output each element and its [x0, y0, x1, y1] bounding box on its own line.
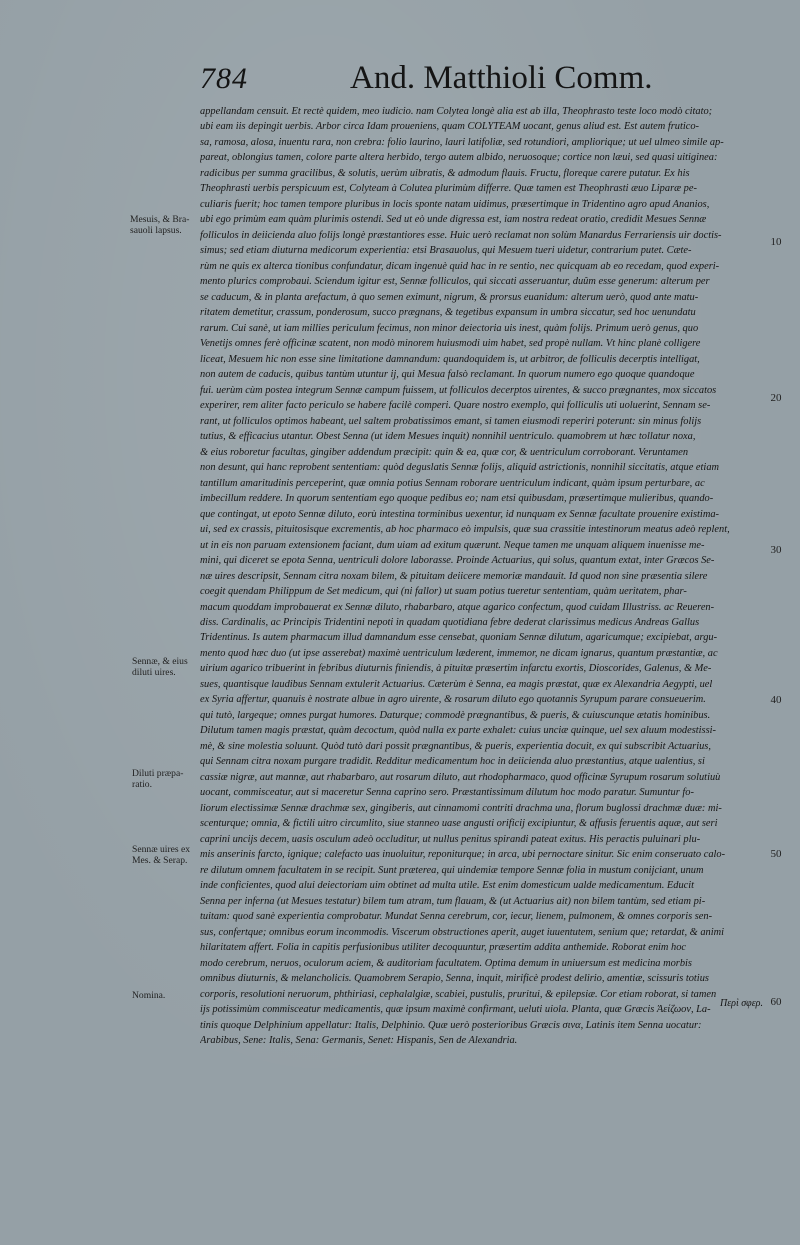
text-line: re dilutum omnem facultatem in se recipit. Sunt præterea, qui uindemiæ tempore Sennæ folia in mustum conijciant, unum	[200, 864, 704, 876]
text-line: ex Syria affertur, quanuis è nostrate albue in agro uirente, & rosarum diluto ego quotannis Syrupum parare consueuerim.	[200, 694, 706, 706]
text-line: rarum. Cui sanè, ut iam millies periculum fecimus, non minor deiectoria uis inest, quàm folijs. Primum uerò genus, quo	[200, 322, 699, 334]
text-line: radicibus per summa gracilibus, & solutis, uerùm uibratis, & admodum flauis. Fructu, floreque carere putatur. Ex his	[200, 167, 690, 179]
text-line: mini, qui diceret se epota Senna, uentriculi dolore laborasse. Proinde Actuarius, qui solus, quantum extat, inter Græcos Se-	[200, 555, 715, 567]
line-number: 60	[770, 996, 782, 1008]
text-line: macum quoddam improbauerat ex Sennæ diluto, rhabarbaro, atque agarico confectum, quod cuidam Illustriss. ac Reueren-	[200, 601, 715, 613]
text-line: & eius roboretur facultas, gingiber addendum præcipit: quin & ea, quæ cor, & uentriculum corroborant. Veruntamen	[200, 446, 689, 458]
text-line: Arabibus, Sene: Italis, Sena: Germanis, Senet: Hispanis, Sen de Alexandria.	[200, 1035, 518, 1047]
text-line: Theophrasti uerbis perspicuum est, Colyteam à Colutea plurimùm differre. Quæ tamen est Theophrasti æuo Liparæ pe-	[200, 183, 697, 195]
marginal-note-text: Sennæ uires ex Mes. & Serap.	[132, 844, 191, 866]
text-line: hilaritatem affert. Folia in capitis perfusionibus utiliter decoquuntur, præsertim addita anthemide. Roborat enim hoc	[200, 942, 687, 954]
text-line: sa, ramosa, alosa, inuentu rara, non crebra: folio laurino, lauri latifoliæ, sed rotundiori, ampliorique; ut uel ulmeo simile ap-	[200, 136, 724, 148]
text-line: Venetijs omnes ferè officinæ scatent, non modò minorem huiusmodi uim habet, sed propè nullam. Vt hinc planè colligere	[200, 338, 701, 350]
text-line: modo cerebrum, neruos, oculorum aciem, & auditoriam facultatem. Optima demum in uniuersum est medicina morbis	[200, 957, 692, 969]
marginal-note	[132, 656, 198, 678]
text-line: liorum electissimæ Sennæ drachmæ sex, gingiberis, aut cinnamomi contriti drachma una, florum buglossi drachmæ duæ: mi-	[200, 802, 722, 814]
text-line: fui. uerùm cùm postea integrum Sennæ campum fuissem, ut folliculos decerptos uirentes, & succo prægnantes, mox siccatos	[200, 384, 717, 396]
marginal-note	[132, 990, 198, 1001]
marginal-note	[132, 768, 198, 790]
text-line: sus, confertque; omnibus eorum incommodis. Viscerum obstructiones aperit, auget iuuentutem, senium que; retardat, & animi	[200, 926, 724, 938]
text-line: ui, sed ex crassis, pituitosisque excrementis, ab hoc pharmaco eò impulsis, quæ sua crassitie intestinorum meatus adeò replent,	[200, 524, 730, 536]
catchword: Περὶ σφερ.	[720, 998, 763, 1009]
running-head: And. Matthioli Comm.	[350, 60, 653, 96]
text-line: sues, quantisque laudibus Sennam extulerit Actuarius. Cæterùm è Senna, ea magis præstat, quæ ex Alexandria Aegypti, uel	[200, 678, 713, 690]
line-number: 10	[770, 236, 782, 248]
line-number: 30	[770, 544, 782, 556]
text-line: experirer, rem aliter facto periculo se habere facilè comperi. Quare nostro exemplo, qui folliculis uti uoluerint, Sennam se-	[200, 400, 711, 412]
text-line: tantillum amaritudinis perceperint, quæ omnia potius Sennam roborare uentriculum indicant, quàm ipsum perturbare, ac	[200, 477, 705, 489]
text-line: ut in eis non paruam extensionem faciant, dum uiam ad exitum quærunt. Neque tamen me unquam aliquem inuenisse me-	[200, 539, 705, 551]
text-line: ubi eam iis depingit uerbis. Arbor circa Idam proueniens, quam COLYTEAM uocant, genus aliud est. Est autem frutico-	[200, 121, 699, 133]
text-line: Senna per inferna (ut Mesues testatur) bilem tum atram, tum flauam, & (ut Actuarius ait) non bilem tantùm, sed etiam pi-	[200, 895, 706, 907]
text-line: omnibus diuturnis, & melancholicis. Quamobrem Serapio, Senna, inquit, mirificè prodest delirio, amentiæ, scissuris totius	[200, 973, 709, 985]
text-line: imbecillum reddere. In quorum sententiam ego quoque pedibus eo; nam etsi quibusdam, præsertimque mulieribus, quando-	[200, 493, 714, 505]
text-line: scenturque; omnia, & fictili uitro circumlito, siue stanneo uase angusti orificij excipiuntur, & affusis feruentis aquæ, aut seri	[200, 818, 718, 830]
text-line: liceat, Mesuem hic non esse sine limitatione damnandum: quandoquidem is, ut arbitror, de folliculis decerptis intelligat,	[200, 353, 700, 365]
text-line: uirium agarico tribuerint in febribus diuturnis finiendis, à pituitæ præsertim infarctu exortis, Dioscorides, Galenus, & Me-	[200, 663, 712, 675]
marginal-note-text: Sennæ, & eius diluti uires.	[132, 656, 188, 678]
text-line: qui Sennam citra noxam purgare tradidit. Redditur medicamentum hoc in deiicienda aluo præstantius, atque ualentius, si	[200, 756, 705, 768]
text-line: pareat, oblongius tamen, colore parte altera herbido, tergo autem albido, neruosoque; cortice non læui, sed quasi uitiginea:	[200, 152, 718, 164]
text-line: folliculos in deiicienda aluo folijs longè præstantiores esse. Huic uerò reclamat non solùm Manardus Ferrariensis uir doctis-	[200, 229, 722, 241]
text-line: diss. Cardinalis, ac Principis Tridentini nepoti in quadam quotidiana febre dederat clarissimus medicus Andreas Gallus	[200, 616, 700, 628]
text-line: coegit quendam Philippum de Set medicum, qui (ni fallor) ut suam potius tueretur sententiam, quàm ueritatem, phar-	[200, 586, 687, 598]
text-line: culiaris fuerit; hoc tamen tempore pluribus in locis sponte natam uidimus, præsertimque in Tridentino agro apud Ananios,	[200, 198, 710, 210]
page-number: 784	[200, 62, 248, 95]
marginal-note-text: Mesuis, & Bra- sauoli lapsus.	[130, 214, 190, 236]
text-line: Dilutum tamen magis præstat, quàm decoctum, quòd nulla ex parte exhalet: cuius unciæ quinque, uel sex aluum modestissi-	[200, 725, 716, 737]
marginal-note	[130, 214, 196, 236]
text-line: ubi ego primùm eam quàm plurimis ostendi. Sed ut eò unde digressa est, iam nostra redeat oratio, credidit Mesues Sennæ	[200, 214, 707, 226]
line-number: 20	[770, 392, 782, 404]
text-line: tinis quoque Delphinium appellatur: Italis, Delphinio. Quæ uerò posterioribus Græcis σινα, Latinis item Senna uocatur:	[200, 1019, 702, 1031]
text-line: uocant, commisceatur, aut si maceretur Senna caprino sero. Præstantissimum dilutum hoc modo paratur. Sumuntur fo-	[200, 787, 694, 799]
text-line: Tridentinus. Is autem pharmacum illud damnandum esse censebat, quoniam Sennæ dilutum, agaricumque; excipiebat, argu-	[200, 632, 718, 644]
line-number: 50	[770, 848, 782, 860]
page-header	[200, 52, 653, 102]
line-number: 40	[770, 694, 782, 706]
text-line: mè, & sine molestia soluunt. Quòd tutò dari possit prægnantibus, & pueris, experientia docuit, ex qui subscribit Actuarius,	[200, 740, 711, 752]
text-line: non desunt, qui hanc reprobent sententiam: quòd deguslatis Sennæ folijs, aliquid astrictionis, nonnihil siccitatis, atque etiam	[200, 462, 720, 474]
text-line: tutius, & efficacius utantur. Obest Senna (ut idem Mesues inquit) nonnihil uentriculo. quamobrem ut hæc tollatur noxa,	[200, 431, 696, 443]
text-line: qui tutò, largeque; omnes purgat humores. Daturque; commodè prægnantibus, & pueris, & cuiuscunque ætatis hominibus.	[200, 709, 711, 721]
text-line: cassiæ nigræ, aut mannæ, aut rhabarbaro, aut rosarum diluto, aut rhodopharmaco, quod officinæ Syrupum rosarum solutiuù	[200, 771, 721, 783]
marginal-note-text: Nomina.	[132, 990, 166, 1001]
text-line: rant, ut folliculos optimos habeant, uel saltem probatissimos emant, si tamen eiusmodi reperiri poterunt: sin minus folijs	[200, 415, 702, 427]
text-line: ritatem demetitur, crassum, ponderosum, succo prægnans, & tegetibus expansum in umbra siccatur, sed hoc uenundatu	[200, 307, 696, 319]
text-line: ijs potissimùm commisceatur medicamentis, quæ ipsum maximè confirmant, ueluti uiola. Planta, quæ Græcis Ἀείζωον, La-	[200, 1004, 711, 1016]
marginal-note	[132, 844, 198, 866]
text-line: non autem de caducis, quibus tantùm utuntur ij, qui Mesua falsò reclamant. In quorum numero ego quoque quandoque	[200, 369, 695, 381]
text-line: que contingat, ut epoto Sennæ diluto, eorù intestina torminibus uexentur, id nunquam ex Sennæ facultate prouenire existima-	[200, 508, 719, 520]
text-line: se caducum, & in planta arefactum, à quo semen eximunt, nigrum, & prorsus euanidum: alterum uerò, quod ante matu-	[200, 291, 699, 303]
text-line: rùm ne quis ex alterca tionibus confundatur, dicam ingenuè quid hac in re sentio, nec quicquam ab eo recedam, quod experi-	[200, 260, 720, 272]
text-line: mento plurics comprobaui. Sciendum igitur est, Sennæ folliculos, qui siccati asseruantur, duûm esse generum: alterum per	[200, 276, 710, 288]
text-line: næ uires descripsit, Sennam citra noxam bilem, & pituitam deiicere memoriæ mandauit. Id quod non sine præsentia silere	[200, 570, 708, 582]
text-line: appellandam censuit. Et rectè quidem, meo iudicio. nam Colytea longè alia est ab illa, Theophrasto teste loco modò citato;	[200, 106, 713, 117]
marginal-note-text: Diluti præpa- ratio.	[132, 768, 184, 790]
text-line: mis anserinis farcto, ignique; calefacto uas inuoluitur, reponiturque; in arca, ubi pernoctare sinitur. Sic enim conseruato calo-	[200, 849, 726, 861]
text-line: corporis, resolutioni neruorum, phthiriasi, cephalalgiæ, scabiei, pustulis, pruritui, & epilepsiæ. Cor etiam roborat, si tamen	[200, 988, 717, 1000]
commentary-text	[200, 104, 772, 1049]
text-line: caprini uncijs decem, uasis osculum adeò occluditur, ut nullus penitus spirandi pateat exitus. His peractis puluinari plu-	[200, 833, 701, 845]
text-line: inde conficientes, quod alui deiectoriam uim obtinet ad multa utile. Est enim domesticum ualde medicamentum. Educit	[200, 880, 695, 892]
text-line: tuitam: quod sanè experientia comprobatur. Mundat Senna cerebrum, cor, iecur, lienem, pulmonem, & omnes corporis sen-	[200, 911, 713, 923]
text-line: mento quod hæc duo (ut ipse asserebat) maximè uentriculum læderent, immemor, ne dicam ignarus, quantum præstantiæ, ac	[200, 647, 718, 659]
text-line: simus; sed etiam diuturna medicorum experientia: etsi Brasauolus, qui Mesuem tueri uidetur, contrarium putet. Cæte-	[200, 245, 692, 257]
